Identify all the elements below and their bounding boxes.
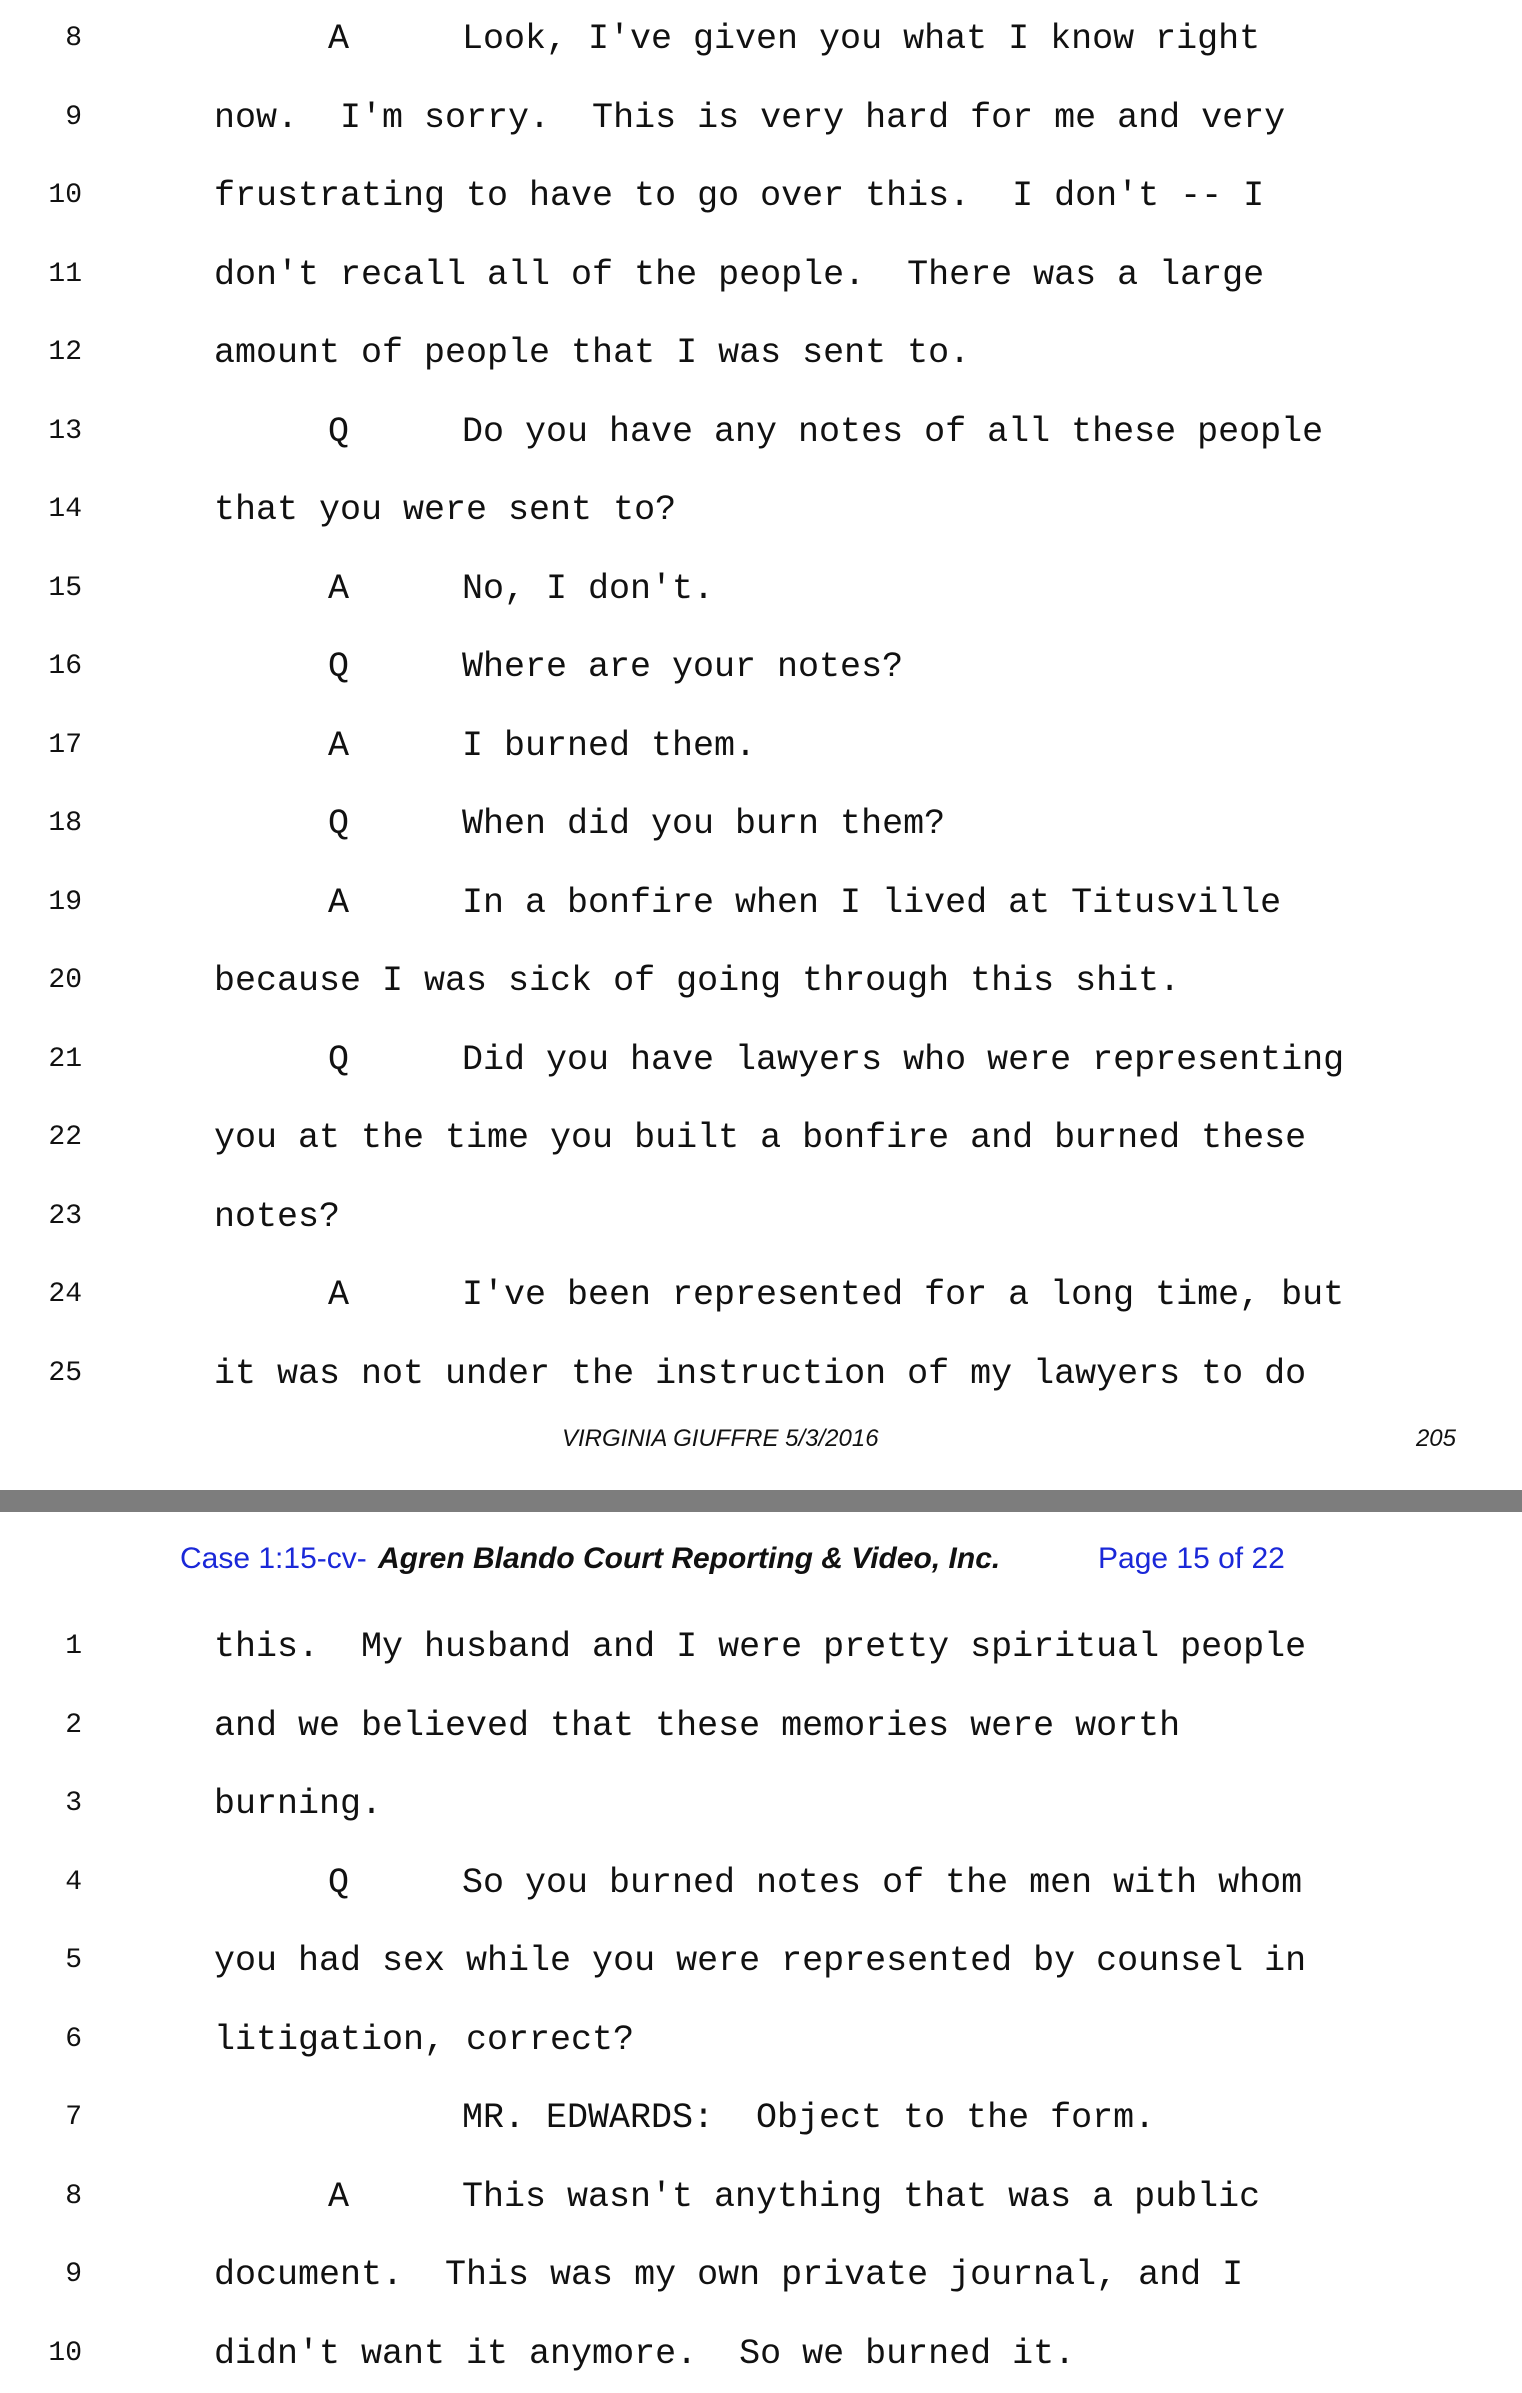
court-filing-stamp	[0, 1542, 1522, 1588]
line-text	[214, 1765, 382, 1843]
reporting-company: Agren Blando Court Reporting & Video, Inc.	[378, 1542, 1001, 1575]
line-text	[214, 2236, 1243, 2314]
line-text	[328, 1021, 1344, 1099]
line-text	[214, 157, 1264, 235]
transcript-line	[0, 2158, 1522, 2236]
transcript-line	[0, 1922, 1522, 2000]
transcript-line	[0, 0, 1522, 78]
testimony-text: This wasn't anything that was a public	[462, 2176, 1261, 2217]
line-text	[328, 550, 714, 628]
testimony-text: you at the time you built a bonfire and burned these	[214, 1118, 1307, 1158]
line-text	[214, 1099, 1306, 1177]
qa-label: Q	[328, 1862, 350, 1903]
line-number: 21	[48, 1043, 82, 1075]
transcript-page-next	[0, 1512, 1522, 2384]
testimony-text: I burned them.	[462, 725, 757, 766]
qa-label: Q	[328, 1039, 350, 1080]
line-text	[328, 393, 1323, 471]
line-text	[214, 314, 970, 392]
transcript-line	[0, 79, 1522, 157]
transcript-line	[0, 1608, 1522, 1686]
line-text	[328, 0, 1260, 78]
testimony-text: I've been represented for a long time, but	[462, 1275, 1345, 1315]
transcript-line	[0, 236, 1522, 314]
transcript-line	[0, 157, 1522, 235]
transcript-line	[0, 1178, 1522, 1256]
transcript-line	[0, 1099, 1522, 1177]
line-number: 3	[65, 1788, 82, 1819]
testimony-text: In a bonfire when I lived at Titusville	[462, 882, 1282, 923]
line-number: 19	[48, 886, 82, 918]
line-text	[328, 864, 1281, 942]
line-text	[214, 942, 1180, 1020]
transcript-line	[0, 1021, 1522, 1099]
line-number: 22	[48, 1122, 82, 1153]
transcript-line	[0, 1687, 1522, 1765]
line-number: 17	[48, 729, 82, 761]
line-number: 11	[48, 258, 82, 290]
testimony-text: document. This was my own private journal, and I	[214, 2255, 1244, 2295]
testimony-text: So you burned notes of the men with whom	[462, 1862, 1303, 1903]
line-text	[214, 2001, 634, 2079]
line-text	[214, 1687, 1180, 1765]
testimony-text: you had sex while you were represented by counsel in	[214, 1941, 1307, 1981]
line-text	[328, 1256, 1344, 1334]
line-number: 5	[65, 1945, 82, 1976]
testimony-text: this. My husband and I were pretty spiritual people	[214, 1627, 1307, 1667]
testimony-text: and we believed that these memories were worth	[214, 1705, 1181, 1746]
line-text	[214, 79, 1285, 157]
line-number: 8	[65, 23, 82, 54]
qa-label: A	[328, 19, 350, 59]
line-number: 24	[48, 1279, 82, 1310]
qa-label: Q	[328, 647, 350, 687]
line-number: 20	[48, 965, 82, 996]
transcript-line	[0, 1765, 1522, 1843]
transcript-line	[0, 1256, 1522, 1334]
qa-label: A	[328, 882, 350, 923]
transcript-line	[0, 2079, 1522, 2157]
qa-label: A	[328, 1275, 350, 1315]
line-number: 6	[65, 2023, 82, 2055]
line-text	[214, 1178, 340, 1256]
line-text	[214, 471, 676, 549]
testimony-text: amount of people that I was sent to.	[214, 333, 971, 373]
transcript-line	[0, 314, 1522, 392]
testimony-text: Do you have any notes of all these people	[462, 411, 1324, 452]
qa-label: A	[328, 2176, 350, 2217]
testimony-text: Did you have lawyers who were representing	[462, 1039, 1345, 1080]
testimony-text: frustrating to have to go over this. I don't -- I	[214, 176, 1265, 216]
transcript-line	[0, 707, 1522, 785]
line-text	[328, 628, 903, 706]
footer-page-number: 205	[1415, 1425, 1456, 1452]
testimony-text: it was not under the instruction of my lawyers to do	[214, 1353, 1307, 1394]
line-number: 10	[48, 2337, 82, 2369]
testimony-text: Look, I've given you what I know right	[462, 19, 1261, 59]
line-number: 9	[65, 101, 82, 133]
line-number: 25	[48, 1357, 82, 1389]
qa-label: A	[328, 568, 350, 609]
line-text	[214, 1335, 1306, 1413]
transcript-line	[0, 2315, 1522, 2393]
transcript-line	[0, 550, 1522, 628]
line-text	[328, 785, 945, 863]
line-number: 10	[48, 180, 82, 211]
line-number: 7	[65, 2102, 82, 2133]
line-number: 4	[65, 1866, 82, 1898]
line-text	[214, 1922, 1306, 2000]
transcript-line	[0, 2001, 1522, 2079]
transcript-line	[0, 2236, 1522, 2314]
transcript-line	[0, 471, 1522, 549]
transcript-line	[0, 864, 1522, 942]
testimony-text: don't recall all of the people. There was a large	[214, 254, 1265, 295]
line-number: 23	[48, 1200, 82, 1232]
line-text	[214, 2315, 1075, 2393]
line-number: 8	[65, 2180, 82, 2212]
line-number: 12	[48, 337, 82, 368]
footer-title: VIRGINIA GIUFFRE 5/3/2016	[562, 1425, 879, 1452]
line-text	[328, 2158, 1260, 2236]
line-text	[214, 236, 1264, 314]
line-text	[328, 707, 756, 785]
line-number: 14	[48, 494, 82, 525]
line-number: 9	[65, 2259, 82, 2290]
transcript-line	[0, 1844, 1522, 1922]
line-text	[214, 1608, 1306, 1686]
page-divider	[0, 1490, 1522, 1512]
transcript-line	[0, 393, 1522, 471]
case-number: Case 1:15-cv-	[180, 1542, 367, 1575]
page-count: Page 15 of 22	[1098, 1542, 1285, 1575]
testimony-text: When did you burn them?	[462, 804, 946, 844]
testimony-text: notes?	[214, 1196, 341, 1237]
testimony-text: burning.	[214, 1784, 383, 1824]
line-number: 2	[65, 1709, 82, 1741]
transcript-line	[0, 785, 1522, 863]
testimony-text: didn't want it anymore. So we burned it.	[214, 2333, 1076, 2374]
qa-label: A	[328, 725, 350, 766]
qa-label: Q	[328, 411, 350, 452]
transcript-line	[0, 1335, 1522, 1413]
line-number: 15	[48, 572, 82, 604]
testimony-text: Where are your notes?	[462, 647, 904, 687]
line-text	[462, 2079, 1155, 2157]
testimony-text: because I was sick of going through this shit.	[214, 961, 1181, 1001]
qa-label: Q	[328, 804, 350, 844]
testimony-text: that you were sent to?	[214, 490, 677, 530]
page-footer	[0, 1425, 1522, 1465]
line-number: 18	[48, 808, 82, 839]
testimony-text: litigation, correct?	[214, 2019, 635, 2060]
testimony-text: MR. EDWARDS: Object to the form.	[462, 2098, 1156, 2138]
transcript-line	[0, 628, 1522, 706]
line-number: 16	[48, 651, 82, 682]
line-text	[328, 1844, 1302, 1922]
line-number: 13	[48, 415, 82, 447]
testimony-text: now. I'm sorry. This is very hard for me and very	[214, 97, 1286, 138]
line-number: 1	[65, 1631, 82, 1662]
transcript-line	[0, 942, 1522, 1020]
testimony-text: No, I don't.	[462, 568, 715, 609]
